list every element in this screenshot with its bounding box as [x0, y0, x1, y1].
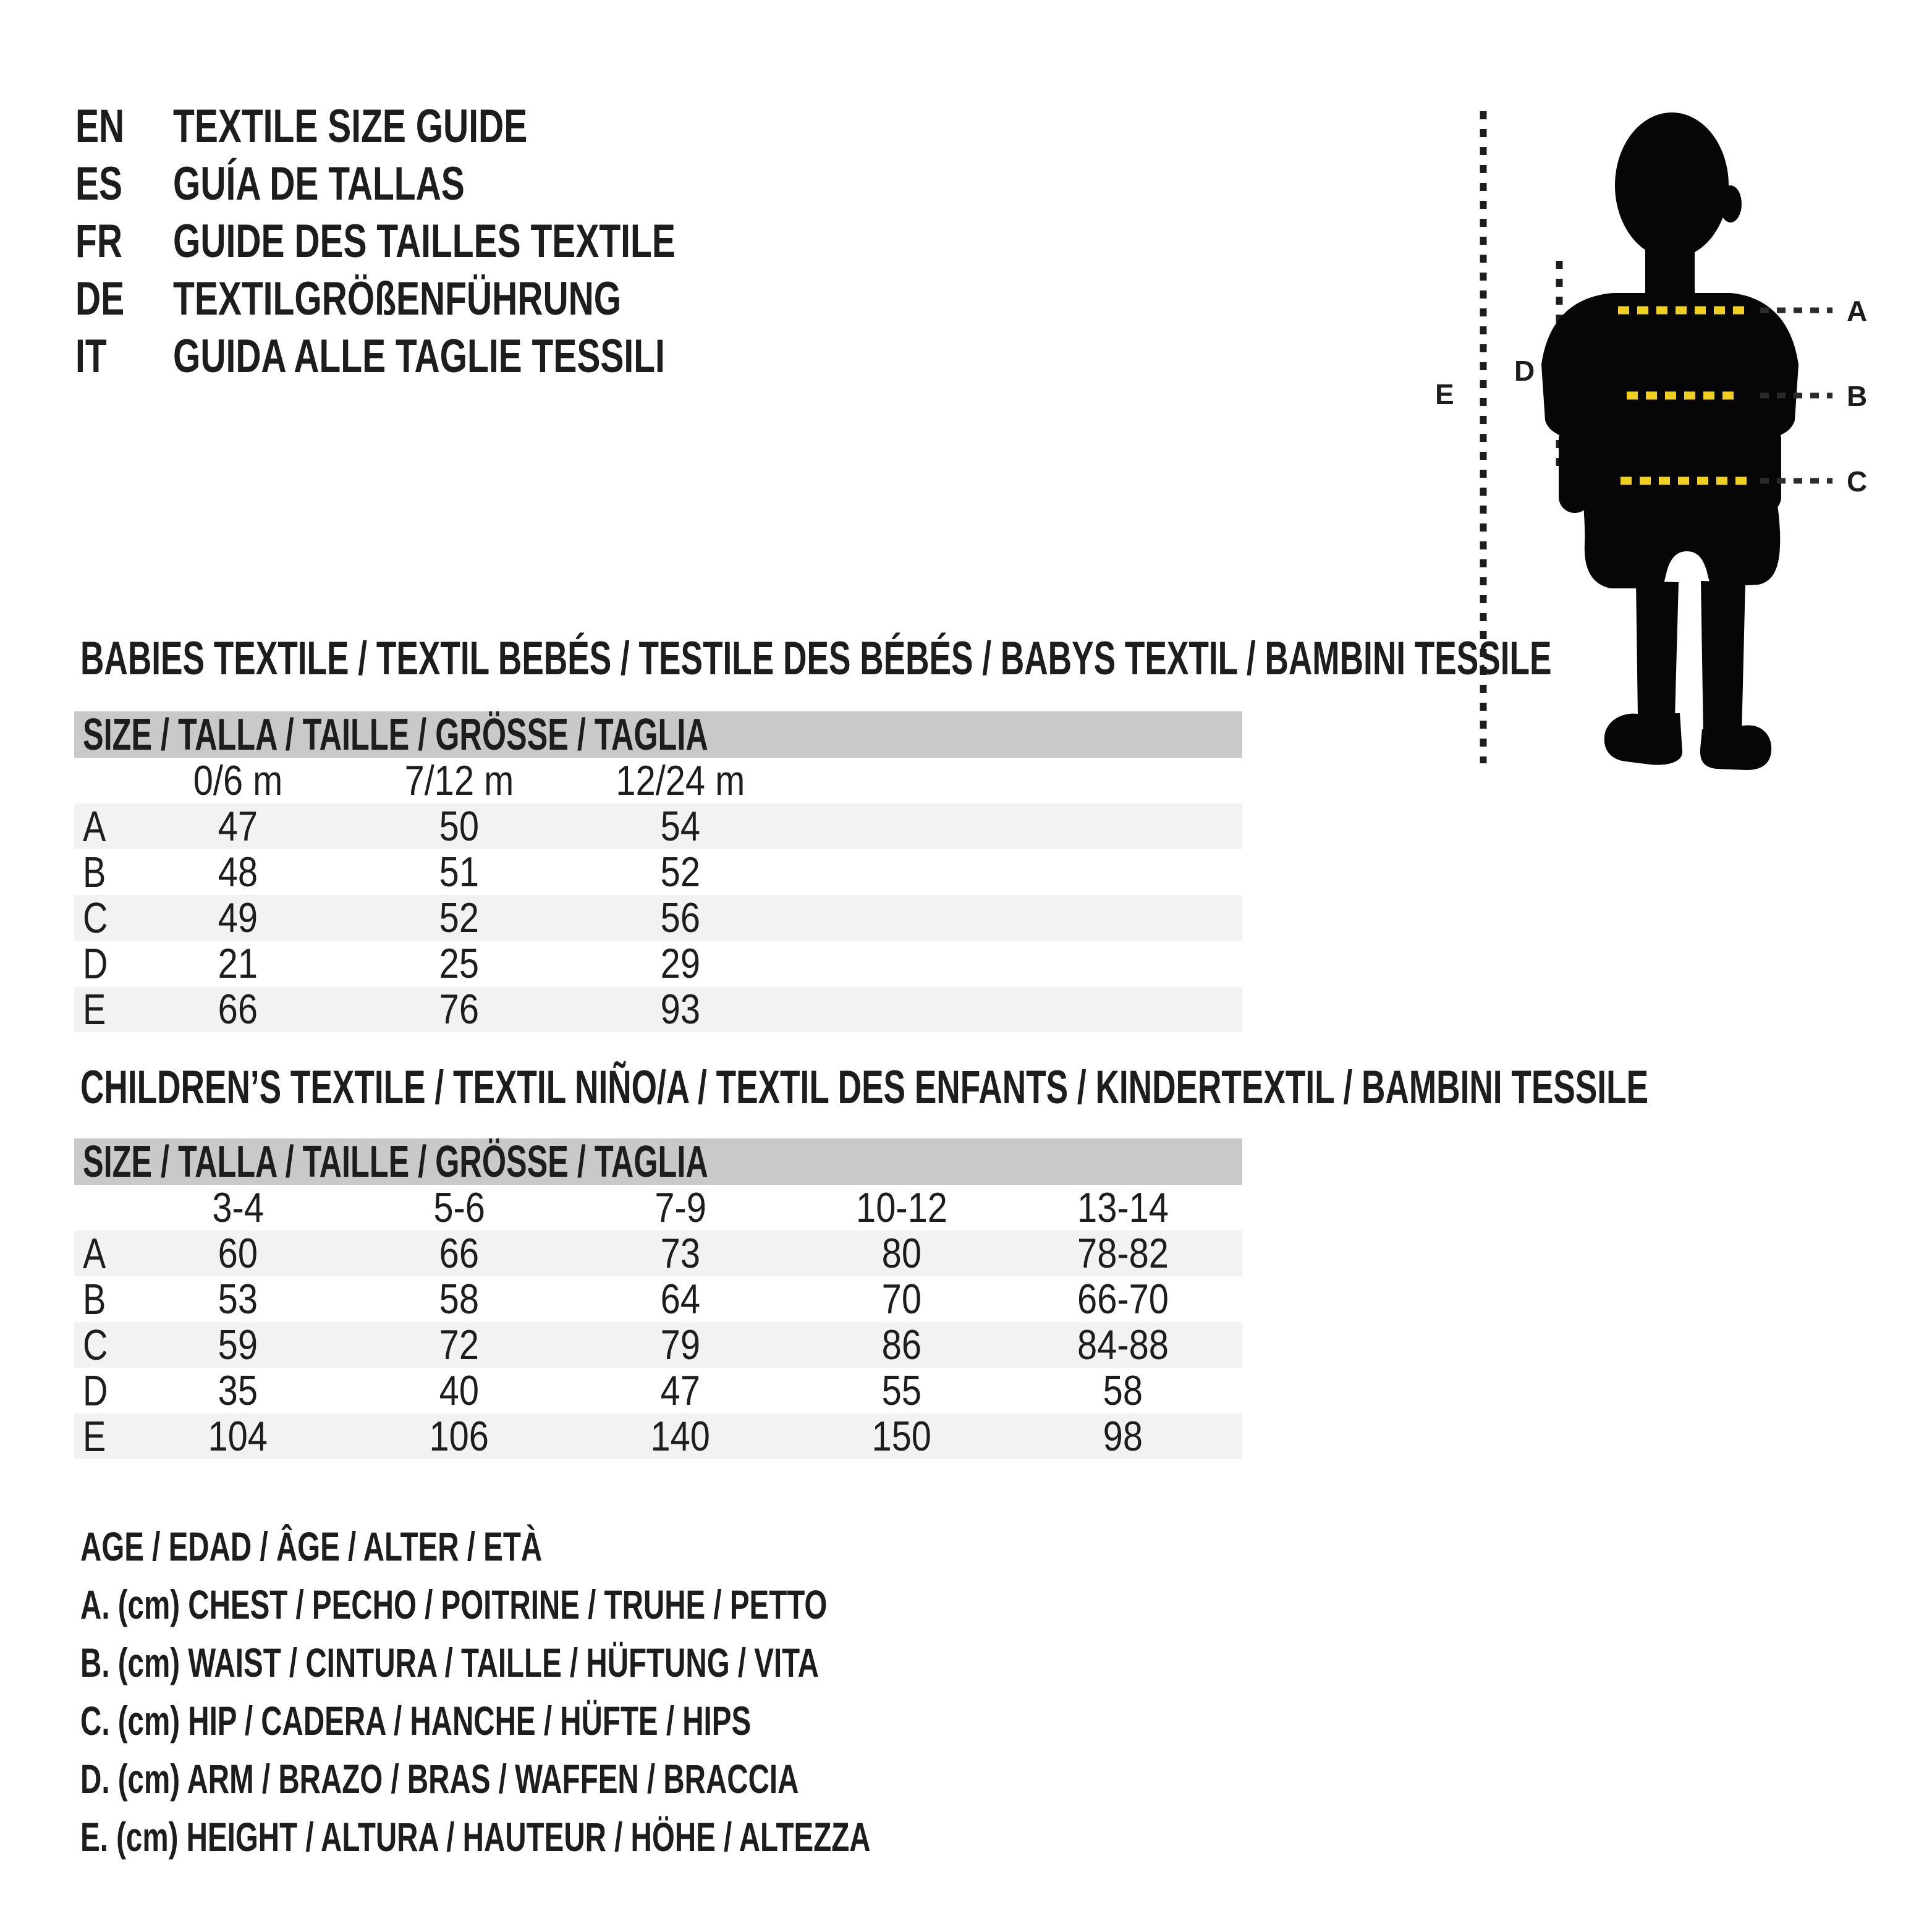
row-label: C — [83, 1321, 108, 1369]
title-row-fr — [75, 213, 843, 270]
cell: 66-70 — [1077, 1276, 1169, 1323]
cell: 66 — [439, 1230, 480, 1277]
cell: 52 — [660, 849, 701, 896]
cell: 84-88 — [1077, 1321, 1169, 1368]
column-header-row — [74, 1185, 1242, 1231]
table-row — [74, 941, 1242, 986]
column-header: 0/6 m — [193, 757, 283, 804]
title-row-en — [75, 98, 843, 155]
page-title: GUIDE DES TAILLES TEXTILE — [173, 215, 676, 268]
cell: 51 — [439, 849, 480, 896]
page-title: TEXTILGRÖßENFÜHRUNG — [173, 273, 622, 325]
legend-waist: B. (cm) WAIST / CINTURA / TAILLE / HÜFTUNG / VITA — [80, 1640, 819, 1685]
column-header: 7/12 m — [404, 757, 514, 804]
cell: 104 — [208, 1413, 268, 1460]
legend-height: E. (cm) HEIGHT / ALTURA / HAUTEUR / HÖHE / ALTEZZA — [80, 1814, 871, 1860]
table-row — [74, 895, 1242, 941]
page-title: TEXTILE SIZE GUIDE — [173, 100, 528, 153]
cell: 48 — [218, 849, 258, 896]
cell: 106 — [429, 1413, 489, 1460]
cell: 49 — [218, 894, 258, 941]
cell: 140 — [650, 1413, 711, 1460]
cell: 58 — [1103, 1367, 1143, 1414]
babies-size-table — [74, 711, 1242, 1032]
row-label: B — [83, 1275, 106, 1323]
cell: 56 — [660, 894, 701, 941]
row-label: A — [83, 1229, 106, 1277]
children-size-table — [74, 1138, 1242, 1459]
cell: 35 — [218, 1367, 258, 1414]
column-header: 13-14 — [1077, 1184, 1169, 1231]
cell: 47 — [218, 803, 258, 850]
language-code: EN — [75, 100, 125, 153]
table-header-bar: SIZE / TALLA / TAILLE / GRÖSSE / TAGLIA — [74, 1138, 1242, 1185]
table-row — [74, 1413, 1242, 1459]
label-e: E — [1435, 378, 1454, 410]
row-label: B — [83, 848, 106, 896]
row-label: D — [83, 939, 108, 988]
legend-chest: A. (cm) CHEST / PECHO / POITRINE / TRUHE / PETTO — [80, 1582, 828, 1627]
label-d: D — [1514, 355, 1535, 387]
title-row-de — [75, 270, 843, 328]
table-row — [74, 1276, 1242, 1322]
language-code: ES — [75, 158, 123, 210]
cell: 54 — [660, 803, 701, 850]
page-title: GUIDA ALLE TAGLIE TESSILI — [173, 330, 665, 383]
child-silhouette-diagram-icon — [1421, 87, 1932, 797]
cell: 59 — [218, 1321, 258, 1368]
row-label: A — [83, 802, 106, 850]
cell: 50 — [439, 803, 480, 850]
cell: 64 — [660, 1276, 701, 1323]
label-a: A — [1847, 295, 1868, 327]
cell: 25 — [439, 940, 480, 987]
table-row — [74, 803, 1242, 849]
cell: 21 — [218, 940, 258, 987]
title-row-it — [75, 328, 843, 385]
table-row — [74, 986, 1242, 1032]
cell: 53 — [218, 1276, 258, 1323]
title-row-es — [75, 155, 843, 213]
legend-age: AGE / EDAD / ÂGE / ALTER / ETÀ — [80, 1523, 543, 1569]
cell: 52 — [439, 894, 480, 941]
language-code: IT — [75, 330, 107, 383]
legend-hip: C. (cm) HIP / CADERA / HANCHE / HÜFTE / HIPS — [80, 1698, 752, 1743]
cell: 72 — [439, 1321, 480, 1368]
language-code: FR — [75, 215, 122, 268]
row-label: D — [83, 1366, 108, 1415]
column-header: 3-4 — [212, 1184, 264, 1231]
column-header: 12/24 m — [616, 757, 745, 804]
label-b: B — [1847, 380, 1868, 412]
language-code: DE — [75, 273, 125, 325]
cell: 66 — [218, 986, 258, 1033]
measurement-legend — [80, 1517, 1178, 1866]
cell: 29 — [660, 940, 701, 987]
cell: 73 — [660, 1230, 701, 1277]
title-language-list — [75, 98, 843, 385]
column-header-row — [74, 758, 1242, 803]
table-header-bar: SIZE / TALLA / TAILLE / GRÖSSE / TAGLIA — [74, 711, 1242, 758]
table-row — [74, 1322, 1242, 1368]
row-label: E — [83, 1412, 106, 1460]
cell: 58 — [439, 1276, 480, 1323]
cell: 70 — [881, 1276, 922, 1323]
cell: 78-82 — [1077, 1230, 1169, 1277]
column-header: 10-12 — [856, 1184, 947, 1231]
cell: 40 — [439, 1367, 480, 1414]
label-c: C — [1847, 465, 1868, 498]
table-row — [74, 849, 1242, 895]
table-row — [74, 1231, 1242, 1276]
cell: 150 — [871, 1413, 932, 1460]
page-title: GUÍA DE TALLAS — [173, 158, 465, 210]
cell: 76 — [439, 986, 480, 1033]
cell: 98 — [1103, 1413, 1143, 1460]
babies-section-heading: BABIES TEXTILE / TEXTIL BEBÉS / TESTILE DES BÉBÉS / BABYS TEXTIL / BAMBINI TESSILE — [80, 632, 1552, 685]
cell: 47 — [660, 1367, 701, 1414]
cell: 60 — [218, 1230, 258, 1277]
measurement-figure — [1421, 87, 1932, 797]
cell: 93 — [660, 986, 701, 1033]
legend-arm: D. (cm) ARM / BRAZO / BRAS / WAFFEN / BRACCIA — [80, 1756, 799, 1802]
cell: 86 — [881, 1321, 922, 1368]
table-row — [74, 1368, 1242, 1413]
column-header: 7-9 — [655, 1184, 706, 1231]
column-header: 5-6 — [433, 1184, 485, 1231]
row-label: C — [83, 894, 108, 942]
row-label: E — [83, 985, 106, 1033]
children-section-heading: CHILDREN’S TEXTILE / TEXTIL NIÑO/A / TEXTIL DES ENFANTS / KINDERTEXTIL / BAMBINI TESSILE — [80, 1061, 1649, 1114]
cell: 55 — [881, 1367, 922, 1414]
cell: 79 — [660, 1321, 701, 1368]
cell: 80 — [881, 1230, 922, 1277]
